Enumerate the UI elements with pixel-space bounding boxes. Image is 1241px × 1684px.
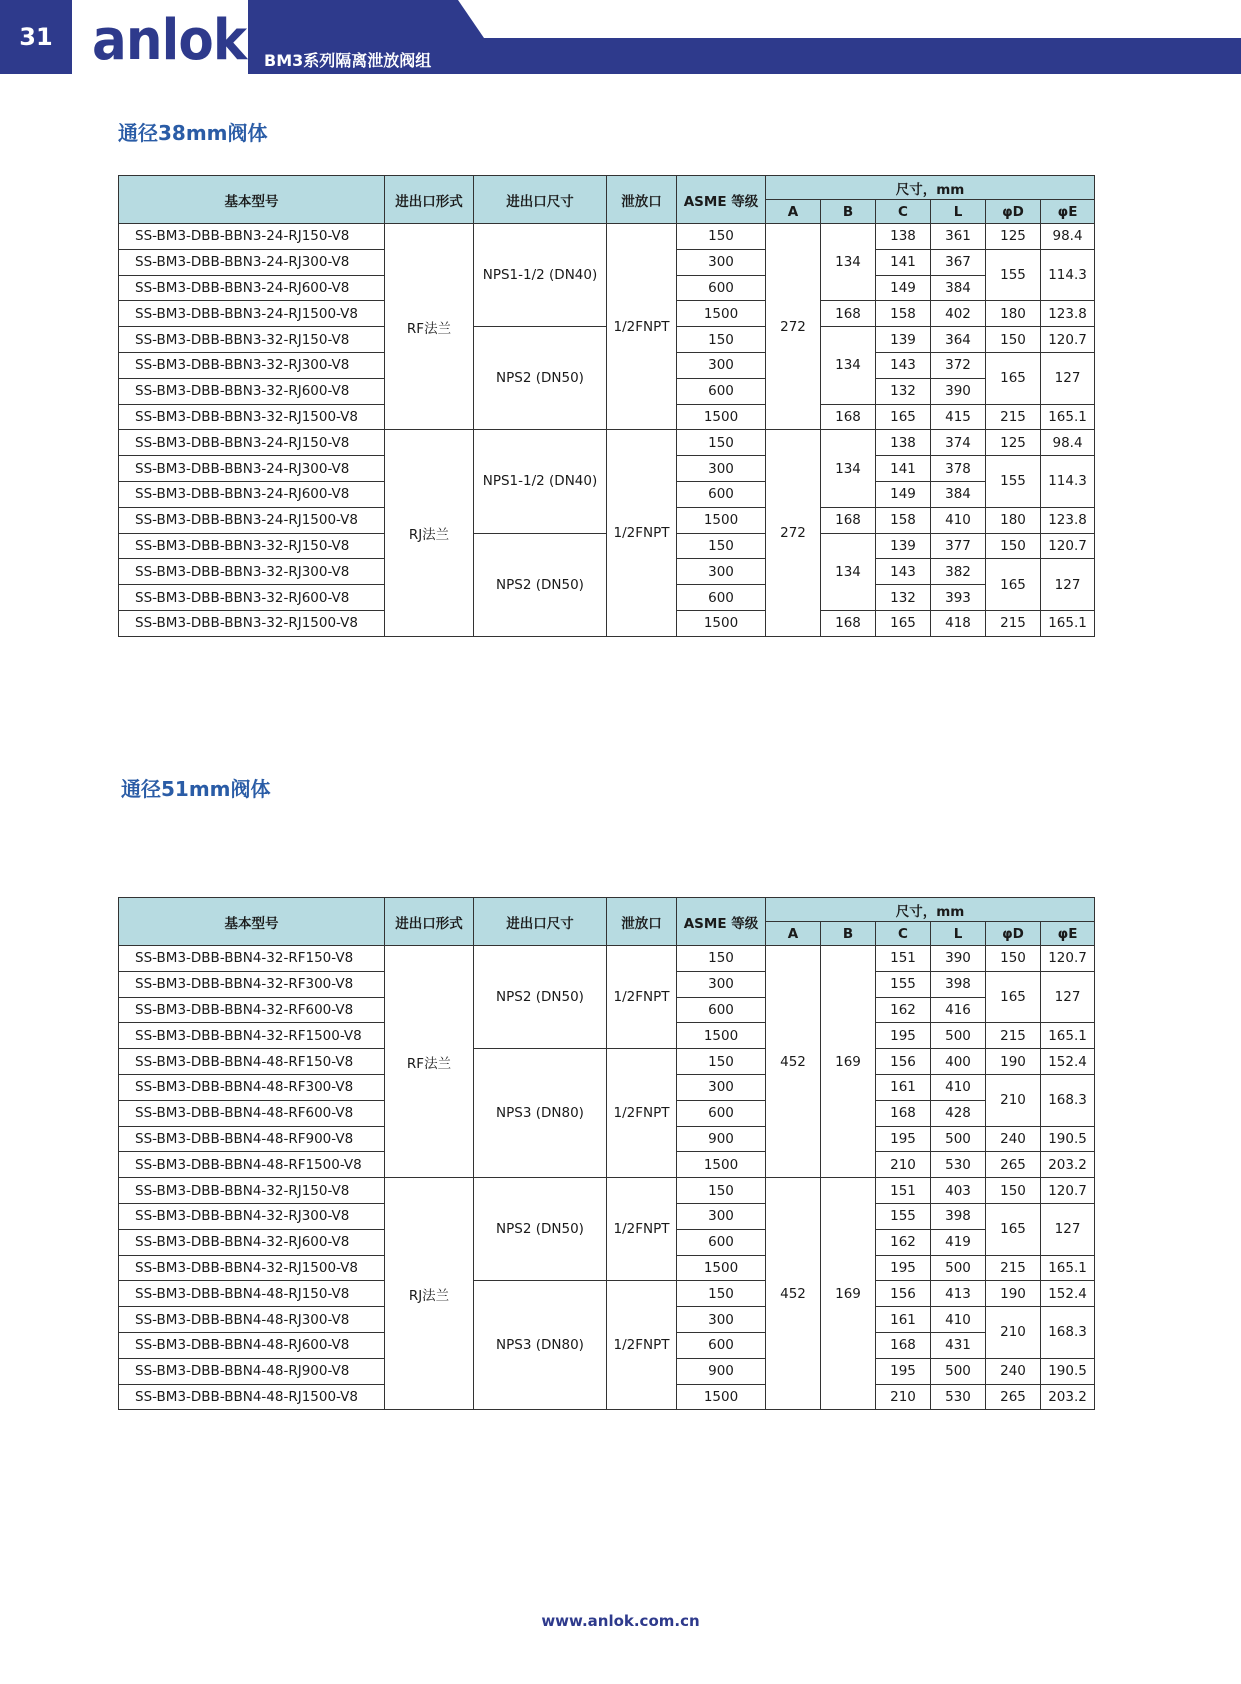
dim-d-cell: 150 <box>986 327 1041 353</box>
dim-b-cell: 169 <box>821 946 876 1178</box>
dim-c-cell: 155 <box>876 1203 931 1229</box>
asme-cell: 600 <box>677 1332 766 1358</box>
asme-cell: 150 <box>677 946 766 972</box>
model-cell: SS-BM3-DBB-BBN4-32-RJ600-V8 <box>119 1229 385 1255</box>
dim-e-cell: 127 <box>1041 971 1095 1023</box>
dim-l-cell: 364 <box>931 327 986 353</box>
dim-l-cell: 428 <box>931 1100 986 1126</box>
port-type-cell: RJ法兰 <box>385 1178 474 1410</box>
asme-cell: 1500 <box>677 1384 766 1410</box>
dim-l-cell: 400 <box>931 1049 986 1075</box>
vent-cell: 1/2FNPT <box>607 1178 677 1281</box>
dim-e-cell: 152.4 <box>1041 1049 1095 1075</box>
model-cell: SS-BM3-DBB-BBN3-24-RJ600-V8 <box>119 481 385 507</box>
dim-l-cell: 413 <box>931 1281 986 1307</box>
col-header-model: 基本型号 <box>119 898 385 946</box>
page-number: 31 <box>0 0 72 74</box>
dim-e-cell: 120.7 <box>1041 327 1095 353</box>
col-header-vent: 泄放口 <box>607 176 677 224</box>
dim-d-cell: 215 <box>986 1023 1041 1049</box>
dim-b-cell: 168 <box>821 404 876 430</box>
model-cell: SS-BM3-DBB-BBN4-32-RF600-V8 <box>119 997 385 1023</box>
port-type-cell: RF法兰 <box>385 946 474 1178</box>
dim-b-cell: 134 <box>821 224 876 301</box>
col-header-d: φD <box>986 922 1041 946</box>
dim-e-cell: 123.8 <box>1041 301 1095 327</box>
model-cell: SS-BM3-DBB-BBN3-24-RJ150-V8 <box>119 224 385 250</box>
dim-e-cell: 165.1 <box>1041 610 1095 636</box>
dim-c-cell: 162 <box>876 997 931 1023</box>
dim-e-cell: 123.8 <box>1041 507 1095 533</box>
dim-c-cell: 156 <box>876 1049 931 1075</box>
port-size-cell: NPS3 (DN80) <box>474 1049 607 1178</box>
model-cell: SS-BM3-DBB-BBN3-32-RJ150-V8 <box>119 533 385 559</box>
dim-c-cell: 210 <box>876 1384 931 1410</box>
table-row <box>119 1281 1095 1307</box>
dim-a-cell: 452 <box>766 946 821 1178</box>
dim-d-cell: 240 <box>986 1126 1041 1152</box>
dim-c-cell: 141 <box>876 456 931 482</box>
dim-a-cell: 452 <box>766 1178 821 1410</box>
dim-d-cell: 210 <box>986 1074 1041 1126</box>
dim-c-cell: 195 <box>876 1255 931 1281</box>
col-header-b: B <box>821 200 876 224</box>
model-cell: SS-BM3-DBB-BBN4-32-RF300-V8 <box>119 971 385 997</box>
dim-c-cell: 141 <box>876 249 931 275</box>
vent-cell: 1/2FNPT <box>607 1281 677 1410</box>
col-header-port-size: 进出口尺寸 <box>474 898 607 946</box>
asme-cell: 600 <box>677 481 766 507</box>
dim-c-cell: 195 <box>876 1358 931 1384</box>
dim-e-cell: 114.3 <box>1041 456 1095 508</box>
dim-d-cell: 190 <box>986 1049 1041 1075</box>
dim-b-cell: 168 <box>821 301 876 327</box>
dim-e-cell: 190.5 <box>1041 1126 1095 1152</box>
model-cell: SS-BM3-DBB-BBN3-32-RJ600-V8 <box>119 585 385 611</box>
col-header-l: L <box>931 200 986 224</box>
port-type-cell: RF法兰 <box>385 224 474 430</box>
asme-cell: 300 <box>677 1307 766 1333</box>
dim-c-cell: 138 <box>876 430 931 456</box>
dim-d-cell: 125 <box>986 430 1041 456</box>
asme-cell: 900 <box>677 1126 766 1152</box>
asme-cell: 300 <box>677 456 766 482</box>
dim-d-cell: 265 <box>986 1384 1041 1410</box>
col-header-e: φE <box>1041 200 1095 224</box>
port-size-cell: NPS2 (DN50) <box>474 946 607 1049</box>
dim-b-cell: 134 <box>821 533 876 610</box>
asme-cell: 1500 <box>677 301 766 327</box>
asme-cell: 300 <box>677 1203 766 1229</box>
dim-l-cell: 418 <box>931 610 986 636</box>
dim-l-cell: 402 <box>931 301 986 327</box>
dim-l-cell: 410 <box>931 1307 986 1333</box>
dim-l-cell: 384 <box>931 275 986 301</box>
dim-l-cell: 382 <box>931 559 986 585</box>
dim-e-cell: 168.3 <box>1041 1074 1095 1126</box>
port-size-cell: NPS2 (DN50) <box>474 533 607 636</box>
model-cell: SS-BM3-DBB-BBN3-24-RJ150-V8 <box>119 430 385 456</box>
dim-d-cell: 265 <box>986 1152 1041 1178</box>
table-row <box>119 430 1095 456</box>
model-cell: SS-BM3-DBB-BBN3-24-RJ600-V8 <box>119 275 385 301</box>
vent-cell: 1/2FNPT <box>607 430 677 636</box>
dim-c-cell: 195 <box>876 1126 931 1152</box>
brand-logo: anlok <box>92 8 247 73</box>
model-cell: SS-BM3-DBB-BBN4-32-RF150-V8 <box>119 946 385 972</box>
dim-e-cell: 98.4 <box>1041 430 1095 456</box>
dim-l-cell: 372 <box>931 352 986 378</box>
dim-l-cell: 500 <box>931 1255 986 1281</box>
dim-e-cell: 98.4 <box>1041 224 1095 250</box>
dim-l-cell: 500 <box>931 1023 986 1049</box>
col-header-port-type: 进出口形式 <box>385 176 474 224</box>
dim-l-cell: 530 <box>931 1384 986 1410</box>
table-row <box>119 1049 1095 1075</box>
dim-l-cell: 390 <box>931 378 986 404</box>
model-cell: SS-BM3-DBB-BBN4-48-RF900-V8 <box>119 1126 385 1152</box>
dim-e-cell: 168.3 <box>1041 1307 1095 1359</box>
dim-b-cell: 134 <box>821 327 876 404</box>
asme-cell: 300 <box>677 1074 766 1100</box>
asme-cell: 600 <box>677 585 766 611</box>
model-cell: SS-BM3-DBB-BBN3-24-RJ1500-V8 <box>119 301 385 327</box>
dim-c-cell: 143 <box>876 559 931 585</box>
model-cell: SS-BM3-DBB-BBN3-24-RJ1500-V8 <box>119 507 385 533</box>
section-title-38mm: 通径38mm阀体 <box>118 121 268 145</box>
port-size-cell: NPS2 (DN50) <box>474 327 607 430</box>
col-header-e: φE <box>1041 922 1095 946</box>
spec-table-38mm <box>118 175 1095 637</box>
model-cell: SS-BM3-DBB-BBN3-32-RJ150-V8 <box>119 327 385 353</box>
model-cell: SS-BM3-DBB-BBN4-48-RJ300-V8 <box>119 1307 385 1333</box>
col-header-l: L <box>931 922 986 946</box>
dim-b-cell: 168 <box>821 610 876 636</box>
asme-cell: 150 <box>677 533 766 559</box>
dim-c-cell: 156 <box>876 1281 931 1307</box>
dim-e-cell: 190.5 <box>1041 1358 1095 1384</box>
dim-c-cell: 139 <box>876 327 931 353</box>
model-cell: SS-BM3-DBB-BBN3-24-RJ300-V8 <box>119 456 385 482</box>
dim-d-cell: 125 <box>986 224 1041 250</box>
model-cell: SS-BM3-DBB-BBN4-32-RJ300-V8 <box>119 1203 385 1229</box>
model-cell: SS-BM3-DBB-BBN4-32-RJ1500-V8 <box>119 1255 385 1281</box>
dim-l-cell: 377 <box>931 533 986 559</box>
dim-d-cell: 150 <box>986 1178 1041 1204</box>
dim-d-cell: 165 <box>986 1203 1041 1255</box>
dim-d-cell: 155 <box>986 456 1041 508</box>
dim-c-cell: 158 <box>876 301 931 327</box>
asme-cell: 150 <box>677 430 766 456</box>
col-header-port-size: 进出口尺寸 <box>474 176 607 224</box>
dim-d-cell: 155 <box>986 249 1041 301</box>
model-cell: SS-BM3-DBB-BBN3-32-RJ1500-V8 <box>119 404 385 430</box>
dim-d-cell: 165 <box>986 971 1041 1023</box>
dim-e-cell: 165.1 <box>1041 404 1095 430</box>
dim-b-cell: 168 <box>821 507 876 533</box>
col-header-port-type: 进出口形式 <box>385 898 474 946</box>
asme-cell: 1500 <box>677 1255 766 1281</box>
asme-cell: 600 <box>677 1229 766 1255</box>
dim-c-cell: 132 <box>876 585 931 611</box>
dim-l-cell: 500 <box>931 1358 986 1384</box>
col-header-d: φD <box>986 200 1041 224</box>
dim-l-cell: 530 <box>931 1152 986 1178</box>
dim-l-cell: 393 <box>931 585 986 611</box>
model-cell: SS-BM3-DBB-BBN4-48-RF600-V8 <box>119 1100 385 1126</box>
model-cell: SS-BM3-DBB-BBN4-48-RF1500-V8 <box>119 1152 385 1178</box>
dim-c-cell: 151 <box>876 946 931 972</box>
col-header-model: 基本型号 <box>119 176 385 224</box>
dim-c-cell: 143 <box>876 352 931 378</box>
col-header-vent: 泄放口 <box>607 898 677 946</box>
model-cell: SS-BM3-DBB-BBN4-48-RF300-V8 <box>119 1074 385 1100</box>
asme-cell: 150 <box>677 224 766 250</box>
asme-cell: 1500 <box>677 1152 766 1178</box>
dim-c-cell: 165 <box>876 404 931 430</box>
dim-e-cell: 203.2 <box>1041 1152 1095 1178</box>
dim-l-cell: 500 <box>931 1126 986 1152</box>
dim-c-cell: 138 <box>876 224 931 250</box>
dim-c-cell: 161 <box>876 1307 931 1333</box>
dim-e-cell: 127 <box>1041 352 1095 404</box>
dim-c-cell: 162 <box>876 1229 931 1255</box>
dim-c-cell: 149 <box>876 275 931 301</box>
dim-c-cell: 195 <box>876 1023 931 1049</box>
dim-l-cell: 416 <box>931 997 986 1023</box>
asme-cell: 1500 <box>677 507 766 533</box>
dim-e-cell: 165.1 <box>1041 1255 1095 1281</box>
dim-e-cell: 127 <box>1041 1203 1095 1255</box>
col-header-asme: ASME 等级 <box>677 176 766 224</box>
col-header-a: A <box>766 922 821 946</box>
dim-c-cell: 158 <box>876 507 931 533</box>
asme-cell: 1500 <box>677 1023 766 1049</box>
dim-d-cell: 215 <box>986 610 1041 636</box>
asme-cell: 150 <box>677 1178 766 1204</box>
vent-cell: 1/2FNPT <box>607 224 677 430</box>
header-title: BM3系列隔离泄放阀组 <box>264 51 432 70</box>
dim-c-cell: 210 <box>876 1152 931 1178</box>
asme-cell: 600 <box>677 1100 766 1126</box>
dim-l-cell: 415 <box>931 404 986 430</box>
spec-table-51mm <box>118 897 1095 1410</box>
dim-d-cell: 150 <box>986 533 1041 559</box>
dim-e-cell: 120.7 <box>1041 946 1095 972</box>
dim-e-cell: 114.3 <box>1041 249 1095 301</box>
dim-d-cell: 190 <box>986 1281 1041 1307</box>
asme-cell: 300 <box>677 249 766 275</box>
model-cell: SS-BM3-DBB-BBN4-48-RJ1500-V8 <box>119 1384 385 1410</box>
asme-cell: 600 <box>677 997 766 1023</box>
dim-l-cell: 410 <box>931 1074 986 1100</box>
asme-cell: 600 <box>677 378 766 404</box>
asme-cell: 150 <box>677 1049 766 1075</box>
dim-c-cell: 149 <box>876 481 931 507</box>
vent-cell: 1/2FNPT <box>607 946 677 1049</box>
vent-cell: 1/2FNPT <box>607 1049 677 1178</box>
dim-b-cell: 169 <box>821 1178 876 1410</box>
model-cell: SS-BM3-DBB-BBN3-24-RJ300-V8 <box>119 249 385 275</box>
model-cell: SS-BM3-DBB-BBN4-32-RJ150-V8 <box>119 1178 385 1204</box>
dim-d-cell: 180 <box>986 507 1041 533</box>
model-cell: SS-BM3-DBB-BBN3-32-RJ1500-V8 <box>119 610 385 636</box>
dim-e-cell: 152.4 <box>1041 1281 1095 1307</box>
asme-cell: 300 <box>677 352 766 378</box>
asme-cell: 1500 <box>677 610 766 636</box>
model-cell: SS-BM3-DBB-BBN3-32-RJ300-V8 <box>119 352 385 378</box>
dim-l-cell: 419 <box>931 1229 986 1255</box>
table-row <box>119 1178 1095 1204</box>
asme-cell: 300 <box>677 971 766 997</box>
dim-l-cell: 410 <box>931 507 986 533</box>
model-cell: SS-BM3-DBB-BBN4-48-RJ150-V8 <box>119 1281 385 1307</box>
dim-c-cell: 161 <box>876 1074 931 1100</box>
dim-c-cell: 168 <box>876 1332 931 1358</box>
port-size-cell: NPS1-1/2 (DN40) <box>474 430 607 533</box>
asme-cell: 900 <box>677 1358 766 1384</box>
model-cell: SS-BM3-DBB-BBN3-32-RJ300-V8 <box>119 559 385 585</box>
dim-e-cell: 120.7 <box>1041 1178 1095 1204</box>
dim-l-cell: 398 <box>931 971 986 997</box>
port-size-cell: NPS2 (DN50) <box>474 1178 607 1281</box>
dim-e-cell: 203.2 <box>1041 1384 1095 1410</box>
dim-d-cell: 165 <box>986 352 1041 404</box>
model-cell: SS-BM3-DBB-BBN4-48-RJ600-V8 <box>119 1332 385 1358</box>
dim-b-cell: 134 <box>821 430 876 507</box>
dim-c-cell: 139 <box>876 533 931 559</box>
dim-l-cell: 367 <box>931 249 986 275</box>
dim-l-cell: 384 <box>931 481 986 507</box>
dim-l-cell: 361 <box>931 224 986 250</box>
dim-d-cell: 165 <box>986 559 1041 611</box>
dim-l-cell: 374 <box>931 430 986 456</box>
model-cell: SS-BM3-DBB-BBN4-48-RF150-V8 <box>119 1049 385 1075</box>
asme-cell: 1500 <box>677 404 766 430</box>
dim-e-cell: 165.1 <box>1041 1023 1095 1049</box>
port-size-cell: NPS3 (DN80) <box>474 1281 607 1410</box>
dim-l-cell: 390 <box>931 946 986 972</box>
port-type-cell: RJ法兰 <box>385 430 474 636</box>
col-header-dims: 尺寸，mm <box>766 898 1095 922</box>
dim-c-cell: 168 <box>876 1100 931 1126</box>
dim-c-cell: 132 <box>876 378 931 404</box>
col-header-asme: ASME 等级 <box>677 898 766 946</box>
dim-d-cell: 215 <box>986 404 1041 430</box>
dim-c-cell: 151 <box>876 1178 931 1204</box>
dim-l-cell: 378 <box>931 456 986 482</box>
model-cell: SS-BM3-DBB-BBN4-48-RJ900-V8 <box>119 1358 385 1384</box>
dim-e-cell: 120.7 <box>1041 533 1095 559</box>
col-header-c: C <box>876 922 931 946</box>
footer-url: www.anlok.com.cn <box>541 1612 700 1630</box>
dim-l-cell: 398 <box>931 1203 986 1229</box>
dim-a-cell: 272 <box>766 430 821 636</box>
asme-cell: 300 <box>677 559 766 585</box>
section-title-51mm: 通径51mm阀体 <box>121 777 271 801</box>
dim-e-cell: 127 <box>1041 559 1095 611</box>
table-row <box>119 946 1095 972</box>
dim-c-cell: 165 <box>876 610 931 636</box>
dim-d-cell: 180 <box>986 301 1041 327</box>
dim-c-cell: 155 <box>876 971 931 997</box>
col-header-c: C <box>876 200 931 224</box>
dim-d-cell: 240 <box>986 1358 1041 1384</box>
port-size-cell: NPS1-1/2 (DN40) <box>474 224 607 327</box>
asme-cell: 600 <box>677 275 766 301</box>
table-row <box>119 224 1095 250</box>
dim-d-cell: 210 <box>986 1307 1041 1359</box>
model-cell: SS-BM3-DBB-BBN4-32-RF1500-V8 <box>119 1023 385 1049</box>
model-cell: SS-BM3-DBB-BBN3-32-RJ600-V8 <box>119 378 385 404</box>
dim-a-cell: 272 <box>766 224 821 430</box>
asme-cell: 150 <box>677 327 766 353</box>
col-header-a: A <box>766 200 821 224</box>
dim-d-cell: 150 <box>986 946 1041 972</box>
col-header-dims: 尺寸，mm <box>766 176 1095 200</box>
dim-l-cell: 431 <box>931 1332 986 1358</box>
col-header-b: B <box>821 922 876 946</box>
dim-l-cell: 403 <box>931 1178 986 1204</box>
dim-d-cell: 215 <box>986 1255 1041 1281</box>
asme-cell: 150 <box>677 1281 766 1307</box>
